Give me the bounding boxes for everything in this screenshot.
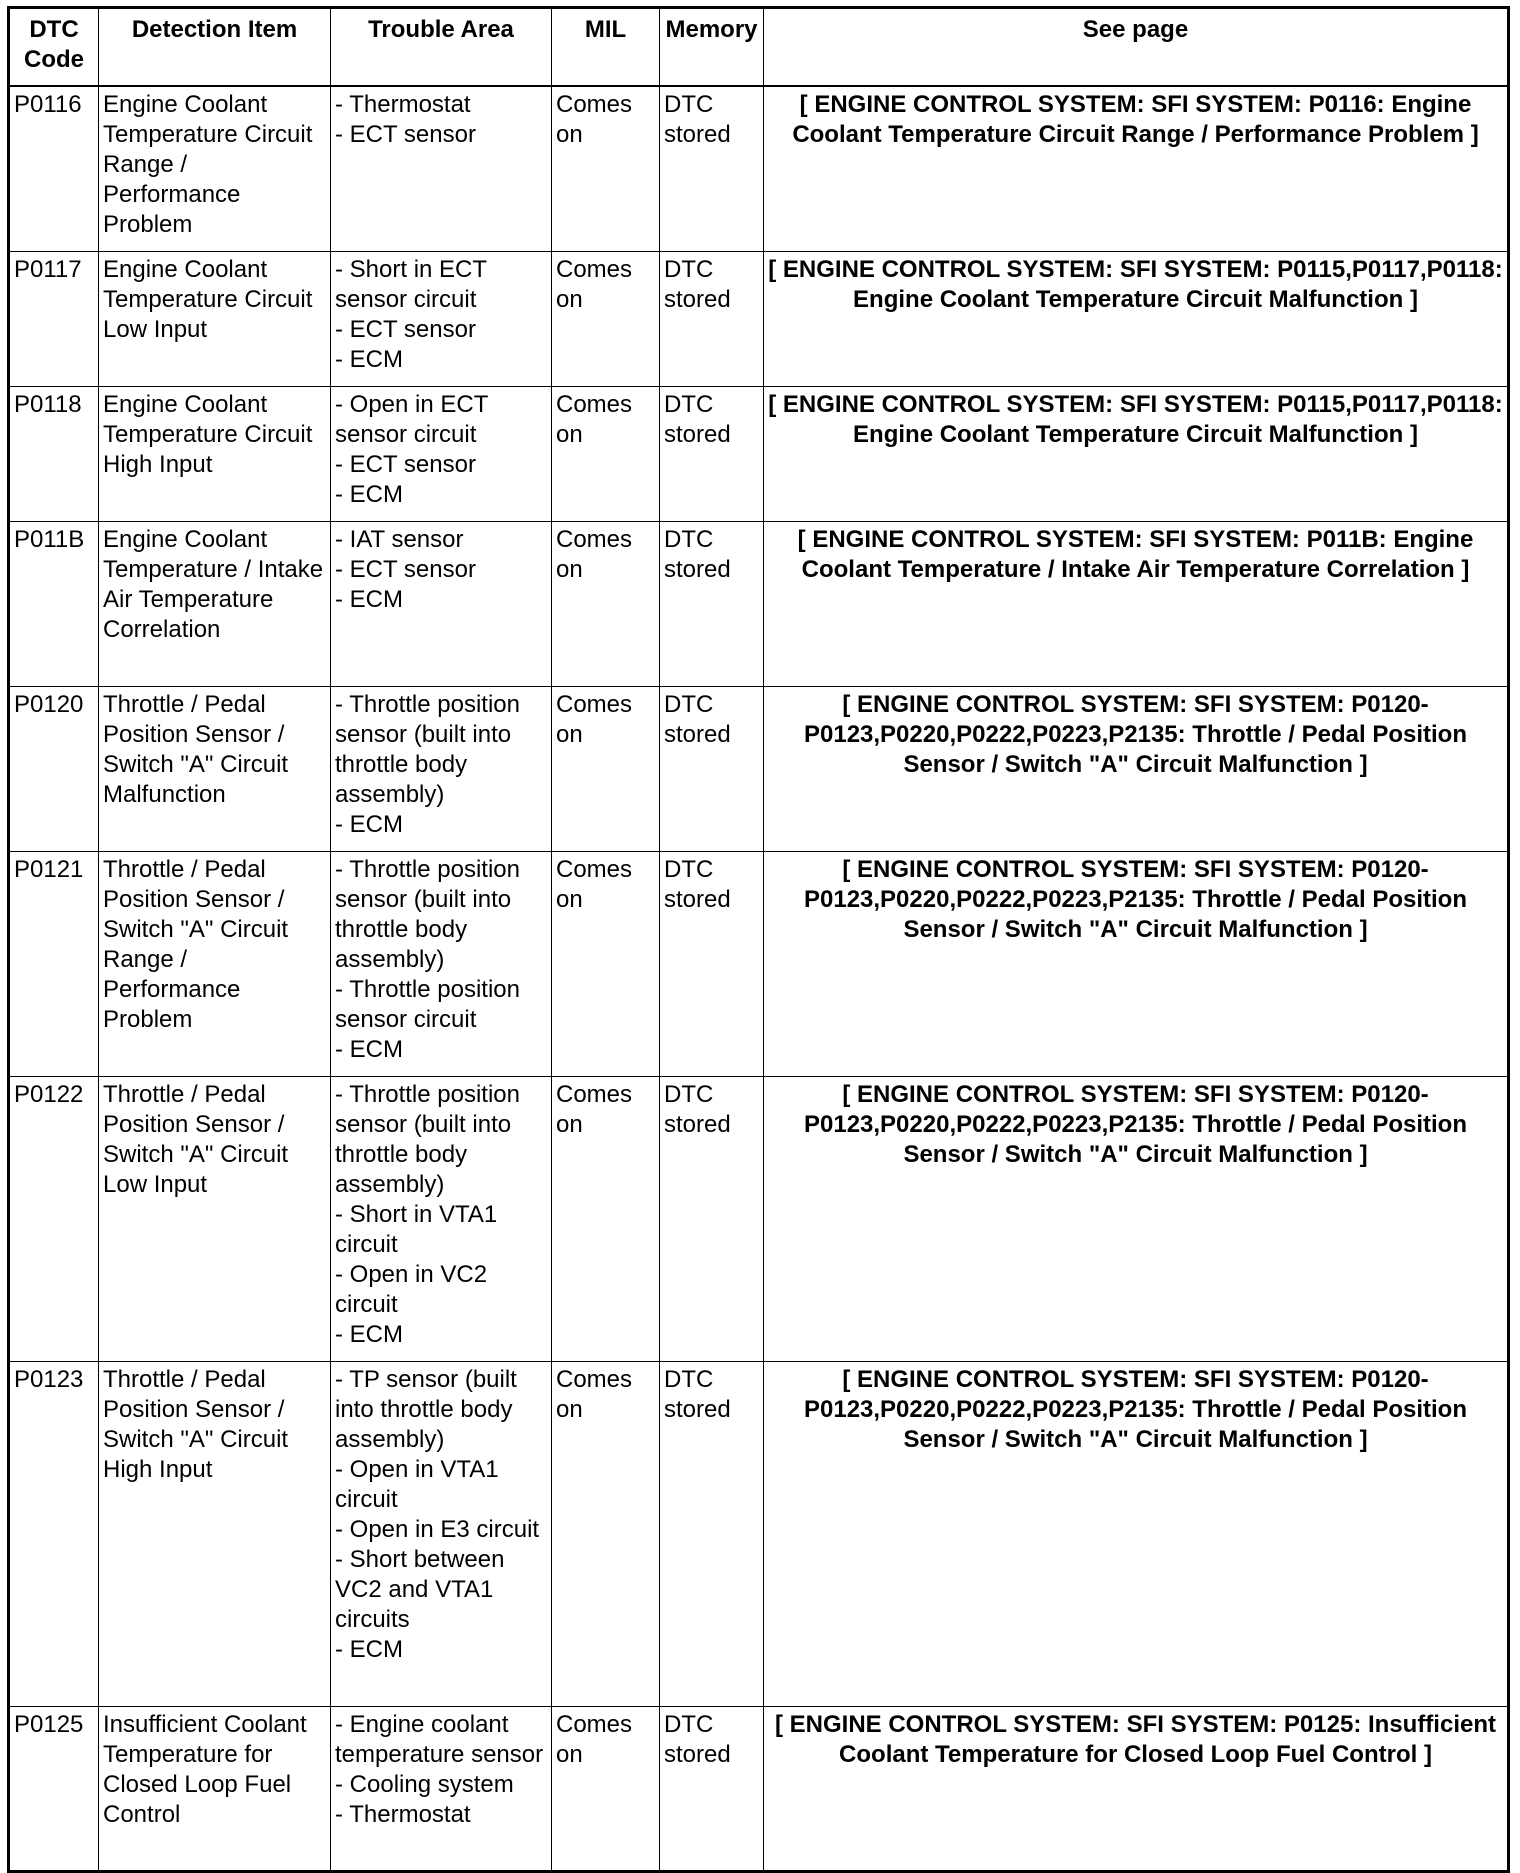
- trouble-area-item: - Throttle position sensor (built into throttle body assembly): [335, 1080, 520, 1198]
- table-row: [9, 386, 1509, 521]
- trouble-area-item: - Open in ECT sensor circuit: [335, 390, 488, 448]
- detection-item-cell: Engine Coolant Temperature Circuit Low Input: [99, 251, 331, 386]
- trouble-area-cell: [331, 1076, 552, 1361]
- detection-item-cell: Engine Coolant Temperature Circuit Range / Performance Problem: [99, 86, 331, 251]
- trouble-area-cell: [331, 251, 552, 386]
- trouble-area-cell: [331, 86, 552, 251]
- see-page-link: [ ENGINE CONTROL SYSTEM: SFI SYSTEM: P0120-P0123,P0220,P0222,P0223,P2135: Throttle / Pedal Position Sensor / Switch "A" Circuit Malfunction ]: [764, 851, 1509, 1076]
- header-memory: Memory: [660, 8, 764, 87]
- mil-cell: Comes on: [552, 1361, 660, 1706]
- memory-cell: DTC stored: [660, 1076, 764, 1361]
- mil-cell: Comes on: [552, 521, 660, 686]
- table-body: [9, 86, 1509, 1871]
- trouble-area-item: - Short in VTA1 circuit: [335, 1200, 498, 1258]
- header-row: [9, 8, 1509, 87]
- trouble-area-item: - Throttle position sensor circuit: [335, 975, 520, 1033]
- see-page-link: [ ENGINE CONTROL SYSTEM: SFI SYSTEM: P0116: Engine Coolant Temperature Circuit Range / Performance Problem ]: [764, 86, 1509, 251]
- dtc-code-cell: P011B: [9, 521, 99, 686]
- dtc-code-cell: P0118: [9, 386, 99, 521]
- mil-cell: Comes on: [552, 686, 660, 851]
- see-page-link: [ ENGINE CONTROL SYSTEM: SFI SYSTEM: P0120-P0123,P0220,P0222,P0223,P2135: Throttle / Pedal Position Sensor / Switch "A" Circuit Malfunction ]: [764, 1361, 1509, 1706]
- trouble-area-item: - ECM: [335, 480, 403, 508]
- trouble-area-item: - ECM: [335, 345, 403, 373]
- dtc-code-cell: P0122: [9, 1076, 99, 1361]
- dtc-table: [7, 6, 1510, 1873]
- detection-item-cell: Throttle / Pedal Position Sensor / Switch "A" Circuit Low Input: [99, 1076, 331, 1361]
- memory-cell: DTC stored: [660, 686, 764, 851]
- trouble-area-item: - ECM: [335, 1320, 403, 1348]
- table-row: [9, 686, 1509, 851]
- dtc-code-cell: P0116: [9, 86, 99, 251]
- mil-cell: Comes on: [552, 386, 660, 521]
- detection-item-cell: Throttle / Pedal Position Sensor / Switch "A" Circuit Range / Performance Problem: [99, 851, 331, 1076]
- header-dtc-code-line2: Code: [24, 46, 84, 73]
- table-row: [9, 86, 1509, 251]
- trouble-area-cell: [331, 1361, 552, 1706]
- trouble-area-item: - Open in VC2 circuit: [335, 1260, 488, 1318]
- detection-item-cell: Engine Coolant Temperature / Intake Air Temperature Correlation: [99, 521, 331, 686]
- table-row: [9, 521, 1509, 686]
- dtc-code-cell: P0123: [9, 1361, 99, 1706]
- mil-cell: Comes on: [552, 86, 660, 251]
- mil-cell: Comes on: [552, 851, 660, 1076]
- see-page-link: [ ENGINE CONTROL SYSTEM: SFI SYSTEM: P0120-P0123,P0220,P0222,P0223,P2135: Throttle / Pedal Position Sensor / Switch "A" Circuit Malfunction ]: [764, 686, 1509, 851]
- detection-item-cell: Throttle / Pedal Position Sensor / Switch "A" Circuit High Input: [99, 1361, 331, 1706]
- detection-item-cell: Insufficient Coolant Temperature for Closed Loop Fuel Control: [99, 1706, 331, 1871]
- detection-item-cell: Throttle / Pedal Position Sensor / Switch "A" Circuit Malfunction: [99, 686, 331, 851]
- dtc-code-cell: P0121: [9, 851, 99, 1076]
- see-page-link: [ ENGINE CONTROL SYSTEM: SFI SYSTEM: P0115,P0117,P0118: Engine Coolant Temperature Circuit Malfunction ]: [764, 386, 1509, 521]
- trouble-area-item: - Open in VTA1 circuit: [335, 1455, 499, 1513]
- trouble-area-item: - ECM: [335, 1635, 403, 1663]
- see-page-link: [ ENGINE CONTROL SYSTEM: SFI SYSTEM: P0115,P0117,P0118: Engine Coolant Temperature Circuit Malfunction ]: [764, 251, 1509, 386]
- trouble-area-item: - Open in E3 circuit: [335, 1515, 540, 1543]
- see-page-link: [ ENGINE CONTROL SYSTEM: SFI SYSTEM: P011B: Engine Coolant Temperature / Intake Air Temperature Correlation ]: [764, 521, 1509, 686]
- header-dtc-code: [9, 8, 99, 87]
- mil-cell: Comes on: [552, 1706, 660, 1871]
- header-detection-item: Detection Item: [99, 8, 331, 87]
- table-row: [9, 851, 1509, 1076]
- table-header: [9, 8, 1509, 87]
- trouble-area-item: - ECM: [335, 585, 403, 613]
- trouble-area-cell: [331, 521, 552, 686]
- see-page-link: [ ENGINE CONTROL SYSTEM: SFI SYSTEM: P0120-P0123,P0220,P0222,P0223,P2135: Throttle / Pedal Position Sensor / Switch "A" Circuit Malfunction ]: [764, 1076, 1509, 1361]
- see-page-link: [ ENGINE CONTROL SYSTEM: SFI SYSTEM: P0125: Insufficient Coolant Temperature for Closed Loop Fuel Control ]: [764, 1706, 1509, 1871]
- trouble-area-item: - Thermostat: [335, 1800, 471, 1828]
- trouble-area-item: - Short between VC2 and VTA1 circuits: [335, 1545, 505, 1633]
- dtc-code-cell: P0120: [9, 686, 99, 851]
- memory-cell: DTC stored: [660, 251, 764, 386]
- mil-cell: Comes on: [552, 251, 660, 386]
- trouble-area-cell: [331, 686, 552, 851]
- header-dtc-code-line1: DTC: [29, 16, 79, 43]
- memory-cell: DTC stored: [660, 851, 764, 1076]
- memory-cell: DTC stored: [660, 386, 764, 521]
- trouble-area-item: - ECT sensor: [335, 450, 476, 478]
- trouble-area-item: - Cooling system: [335, 1770, 514, 1798]
- trouble-area-item: - ECT sensor: [335, 315, 476, 343]
- dtc-code-cell: P0125: [9, 1706, 99, 1871]
- trouble-area-item: - TP sensor (built into throttle body assembly): [335, 1365, 517, 1453]
- trouble-area-item: - Throttle position sensor (built into throttle body assembly): [335, 855, 520, 973]
- table-row: [9, 1076, 1509, 1361]
- trouble-area-item: - ECT sensor: [335, 121, 476, 148]
- trouble-area-item: - ECM: [335, 810, 403, 838]
- dtc-code-cell: P0117: [9, 251, 99, 386]
- trouble-area-cell: [331, 386, 552, 521]
- header-trouble-area: Trouble Area: [331, 8, 552, 87]
- trouble-area-item: - Short in ECT sensor circuit: [335, 255, 487, 313]
- memory-cell: DTC stored: [660, 86, 764, 251]
- trouble-area-item: - Engine coolant temperature sensor: [335, 1710, 544, 1768]
- detection-item-cell: Engine Coolant Temperature Circuit High Input: [99, 386, 331, 521]
- trouble-area-cell: [331, 851, 552, 1076]
- table-row: [9, 1706, 1509, 1871]
- memory-cell: DTC stored: [660, 1361, 764, 1706]
- header-mil: MIL: [552, 8, 660, 87]
- trouble-area-cell: [331, 1706, 552, 1871]
- mil-cell: Comes on: [552, 1076, 660, 1361]
- dtc-table-sheet: [7, 6, 1507, 1873]
- memory-cell: DTC stored: [660, 521, 764, 686]
- memory-cell: DTC stored: [660, 1706, 764, 1871]
- table-row: [9, 251, 1509, 386]
- trouble-area-item: - IAT sensor: [335, 525, 464, 553]
- trouble-area-item: - Thermostat: [335, 91, 471, 118]
- trouble-area-item: - Throttle position sensor (built into throttle body assembly): [335, 690, 520, 808]
- trouble-area-item: - ECM: [335, 1035, 403, 1063]
- header-see-page: See page: [764, 8, 1509, 87]
- table-row: [9, 1361, 1509, 1706]
- trouble-area-item: - ECT sensor: [335, 555, 476, 583]
